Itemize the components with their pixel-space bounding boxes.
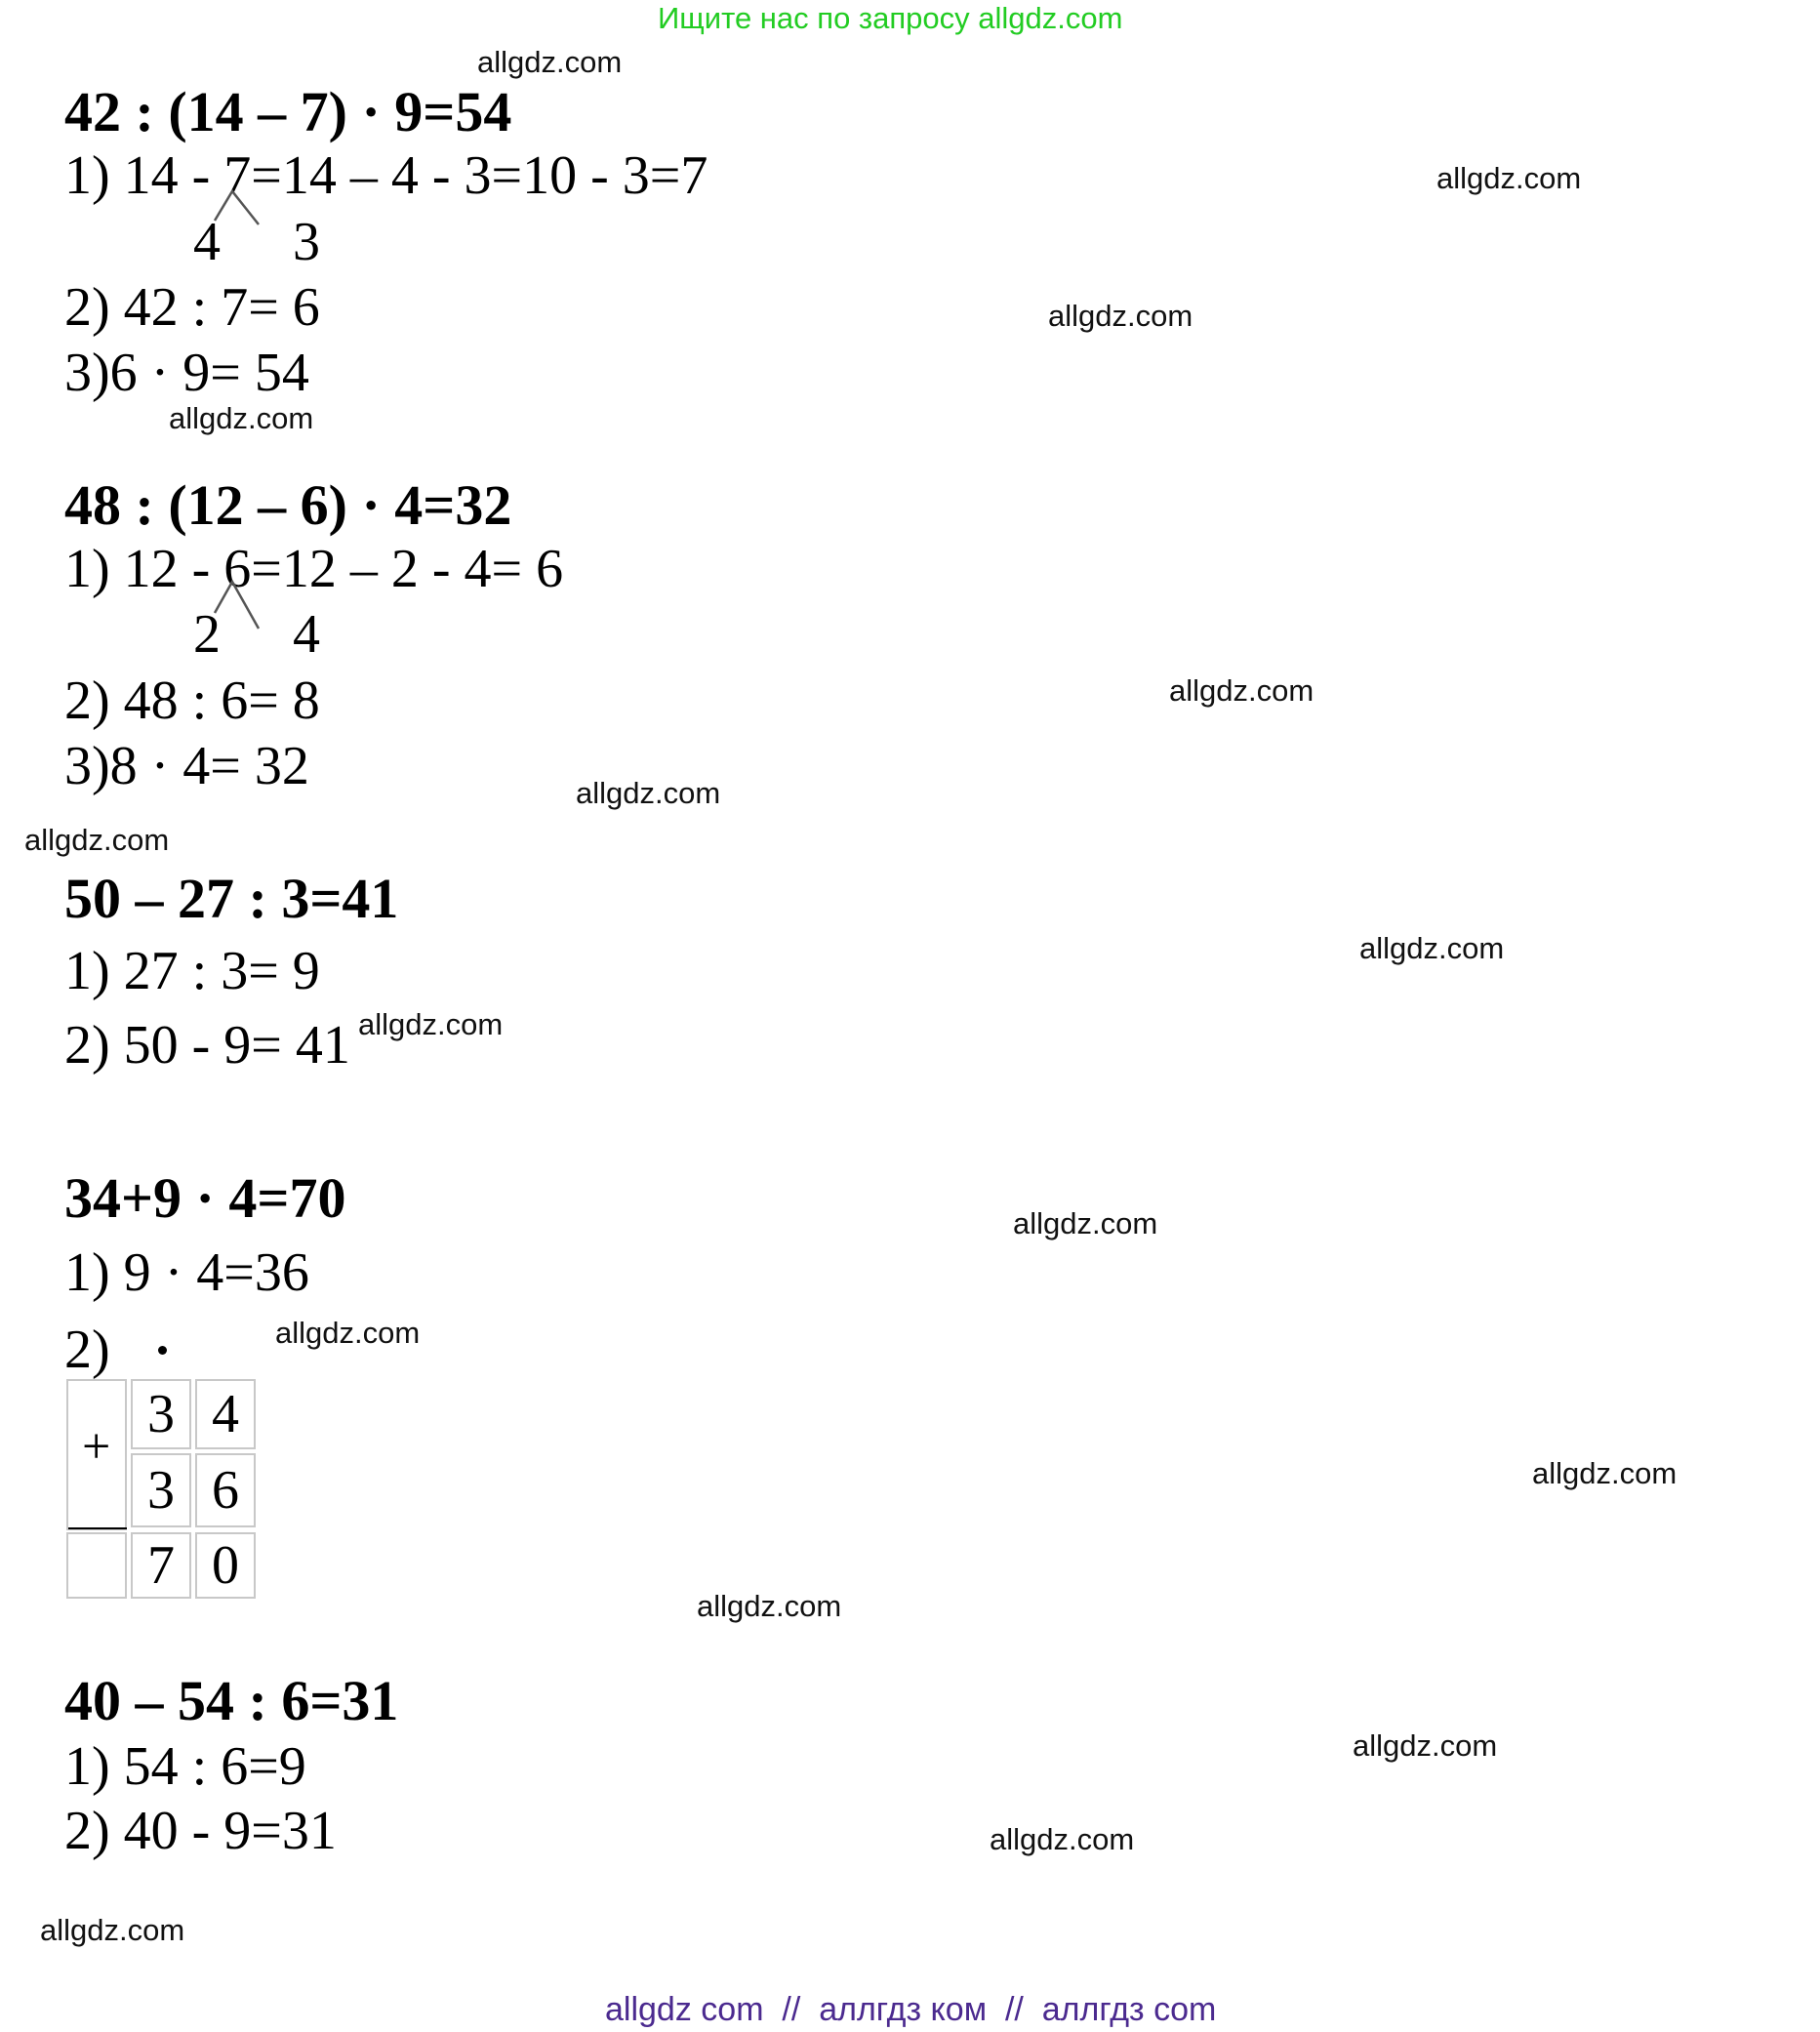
watermark: allgdz.com [1353, 1728, 1498, 1763]
step-3: 3)6 · 9= 54 [64, 343, 309, 403]
watermark: allgdz.com [1048, 299, 1193, 333]
step-1: 1) 12 - 6=12 – 2 - 4= 6 [64, 539, 564, 599]
watermark: allgdz.com [1013, 1206, 1158, 1240]
step-2: 2) [64, 1320, 110, 1380]
result-digit-cell: 7 [131, 1532, 191, 1599]
watermark: allgdz.com [358, 1007, 504, 1041]
digit-cell: 4 [195, 1379, 256, 1449]
step-1: 1) 27 : 3= 9 [64, 941, 320, 1001]
site-search-banner: Ищите нас по запросу allgdz.com [658, 1, 1123, 35]
watermark: allgdz.com [169, 401, 314, 435]
watermark: allgdz.com [477, 45, 623, 79]
digit-cell: 3 [131, 1379, 191, 1449]
expression-3: 50 – 27 : 3=41 [64, 867, 399, 930]
plus-sign: + [82, 1419, 111, 1475]
result-digit-cell: 0 [195, 1532, 256, 1599]
watermark: allgdz.com [697, 1589, 842, 1623]
step-2: 2) 48 : 6= 8 [64, 671, 320, 731]
watermark: allgdz.com [24, 823, 170, 857]
step-2: 2) 40 - 9=31 [64, 1801, 337, 1861]
watermark: allgdz.com [275, 1316, 421, 1350]
decomposition-part: 4 [193, 212, 221, 272]
step-2: 2) 42 : 7= 6 [64, 277, 320, 338]
footer-text: allgdz com // аллгдз ком // аллгдз com [605, 1991, 1217, 2028]
digit-cell: 3 [131, 1453, 191, 1527]
expression-4: 34+9 · 4=70 [64, 1166, 346, 1230]
empty-cell [66, 1532, 127, 1599]
step-1: 1) 14 - 7=14 – 4 - 3=10 - 3=7 [64, 145, 708, 206]
digit-cell: 6 [195, 1453, 256, 1527]
watermark: allgdz.com [40, 1913, 185, 1947]
column-addition [66, 1379, 258, 1599]
step-3: 3)8 · 4= 32 [64, 736, 309, 796]
watermark: allgdz.com [1359, 931, 1505, 965]
expression-5: 40 – 54 : 6=31 [64, 1669, 399, 1732]
decomposition-part: 4 [293, 604, 320, 665]
expression-2: 48 : (12 – 6) · 4=32 [64, 473, 512, 537]
watermark: allgdz.com [1532, 1456, 1678, 1490]
expression-1: 42 : (14 – 7) · 9=54 [64, 80, 512, 143]
watermark: allgdz.com [990, 1822, 1135, 1856]
step-2: 2) 50 - 9= 41 [64, 1015, 350, 1076]
dot-mark [158, 1346, 167, 1355]
watermark: allgdz.com [1169, 673, 1314, 708]
step-1: 1) 9 · 4=36 [64, 1242, 309, 1303]
watermark: allgdz.com [576, 776, 721, 810]
watermark: allgdz.com [1436, 161, 1582, 195]
step-1: 1) 54 : 6=9 [64, 1736, 306, 1797]
decomposition-part: 2 [193, 604, 221, 665]
decomposition-part: 3 [293, 212, 320, 272]
